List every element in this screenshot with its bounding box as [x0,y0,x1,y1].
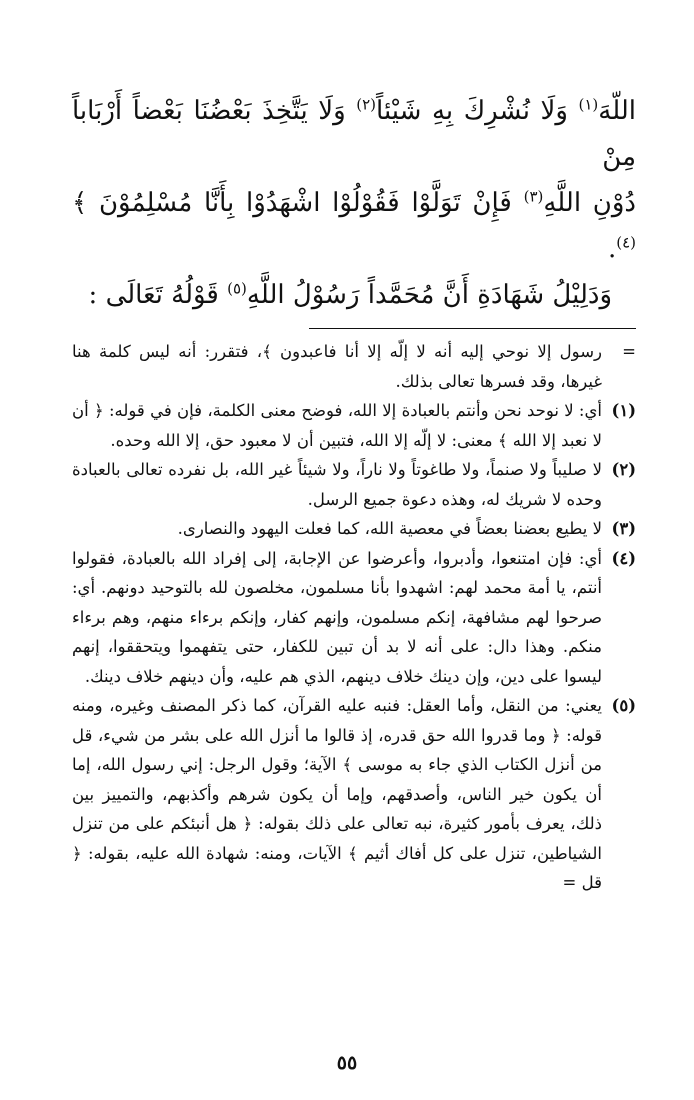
footnote-text: رسول إلا نوحي إليه أنه لا إلّه إلا أنا فاعبدون ﴾، فتقرر: أنه ليس كلمة هنا غيرها، وقد فسرها تعالى بذلك. [72,342,602,391]
footnote-text: يعني: من النقل، وأما العقل: فنبه عليه القرآن، كما ذكر المصنف وغيره، ومنه قوله: ﴿ وما قدروا الله حق قدره، إذ قالوا ما أنزل الله على بشر من شيء، قل من أنزل الكتاب الذي جاء به موسى ﴾ الآية؛ وقول الرجل: إني رسول الله، إما أن يكون خير الناس، وأصدقهم، وإما أن يكون شرهم وأكذبهم، والتمييز بين ذلك، يعرف بأمور كثيرة، نبه تعالى على ذلك بقوله: ﴿ هل أنبئكم على من تنزل الشياطين، تنزل على كل أفاك أثيم ﴾ الآيات، ومنه: شهادة الله عليه، بقوله: ﴿ قل = [72,696,602,892]
main-segment: دُوْنِ اللَّهِ [543,188,636,218]
footnote-label: (٥) [611,696,636,715]
main-segment: اللّهَ [598,96,636,126]
footnote-2 [72,455,636,514]
main-segment: قَوْلُهُ تَعَالَى : [88,280,228,310]
footnote-ref-5[interactable]: (٥) [227,279,247,298]
footnote-ref-1[interactable]: (١) [578,95,599,114]
main-segment: . [607,234,617,264]
footnote-ref-4[interactable]: (٤) [616,233,636,252]
main-text [72,88,636,318]
footnote-text: أي: لا نوحد نحن وأنتم بالعبادة إلا الله، فوضح معنى الكلمة، فإن في قوله: ﴿ أن لا نعبد إلا الله ﴾ معنى: لا إلّه إلا الله، فتبين أن لا معبود حق، إلا الله وحده. [72,401,602,450]
main-segment: وَلَا يَتَّخِذَ بَعْضُنَا بَعْضاً أَرْبَاباً مِنْ [72,96,636,172]
main-line [72,180,636,272]
footnote-text: لا صليباً ولا صنماً، ولا طاغوتاً ولا ناراً، ولا شيئاً غير الله، بل نفرده تعالى بالعبادة وحده لا شريك له، وهذه دعوة جميع الرسل. [72,460,602,509]
footnote-label: (١) [611,401,636,420]
main-segment: وَدَلِيْلُ شَهَادَةِ أَنَّ مُحَمَّداً رَسُوْلُ اللَّهِ [246,280,612,310]
footnote-divider [309,328,636,329]
footnote-label: (٢) [611,460,636,479]
footnote-3 [72,514,636,544]
footnote-label: = [622,342,636,361]
footnote-continuation [72,337,636,396]
page-number: ٥٥ [336,1052,358,1074]
footnote-text: أي: فإن امتنعوا، وأدبروا، وأعرضوا عن الإجابة، إلى إفراد الله بالعبادة، فقولوا أنتم، يا أمة محمد لهم: اشهدوا بأنا مسلمون، مخلصون لله بالتوحيد دونهم. أي: صرحوا لهم مشافهة، إنكم مسلمون، وإنهم كفار، وإنكم برءاء منهم، وهم برءاء منكم. وهذا دال: على أنه لا بد أن تبين للكفار، حتى يتفهموا ويتحققوا، إنهم ليسوا على دين، وإن دينك خلاف دينهم، الذي هم عليه، وأن دينهم خلاف دينك. [72,548,602,686]
footnote-1 [72,396,636,455]
footnote-ref-2[interactable]: (٢) [356,95,377,114]
footnotes [72,337,636,898]
main-line [72,272,636,318]
main-segment: وَلَا نُشْرِكَ بِهِ شَيْئاً [376,96,579,126]
main-line [72,88,636,180]
main-segment: فَإِنْ تَوَلَّوْا فَقُوْلُوْا اشْهَدُوْا بِأَنَّا مُسْلِمُوْنَ ﴾ [72,188,524,218]
footnote-4 [72,544,636,692]
footnote-label: (٣) [611,519,636,538]
footnote-text: لا يطيع بعضنا بعضاً في معصية الله، كما فعلت اليهود والنصارى. [177,519,602,538]
footnote-ref-3[interactable]: (٣) [523,187,544,206]
footnote-5 [72,691,636,898]
footnote-label: (٤) [611,548,636,568]
